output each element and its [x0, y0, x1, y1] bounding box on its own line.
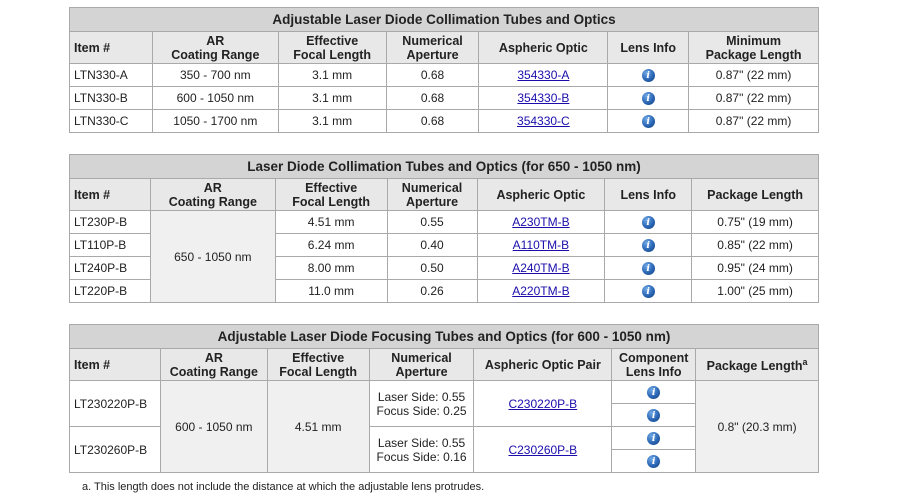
focal-length: 3.1 mm — [278, 87, 386, 110]
numerical-aperture: 0.68 — [386, 110, 479, 133]
header-lens-info: Lens Info — [608, 32, 689, 64]
focal-length: 8.00 mm — [275, 257, 387, 280]
header-ar-coating: AR Coating Range — [152, 32, 278, 64]
item-number: LT230P-B — [70, 211, 151, 234]
ar-coating: 1050 - 1700 nm — [152, 110, 278, 133]
focal-length: 3.1 mm — [278, 110, 386, 133]
focal-length: 4.51 mm — [275, 211, 387, 234]
aspheric-optic-cell — [477, 211, 605, 234]
footnote: a. This length does not include the distance at which the adjustable lens protrudes. — [82, 481, 485, 493]
aspheric-optic-pair-cell — [474, 381, 612, 427]
info-icon[interactable]: i — [642, 239, 655, 252]
numerical-aperture — [369, 381, 474, 427]
header-ar-coating: AR Coating Range — [150, 179, 275, 211]
item-number: LTN330-C — [70, 110, 153, 133]
package-length: 0.85" (22 mm) — [692, 234, 819, 257]
lens-info-cell — [612, 427, 696, 450]
aspheric-optic-pair-link[interactable]: C230220P-B — [508, 396, 578, 411]
footnote-marker: a — [802, 357, 808, 368]
table-focusing-600-1050 — [69, 324, 819, 473]
info-icon[interactable]: i — [647, 409, 660, 422]
lens-info-cell — [605, 234, 692, 257]
na-laser-side: Laser Side: 0.55 — [377, 435, 466, 450]
item-number: LT220P-B — [70, 280, 151, 303]
package-length: 0.95" (24 mm) — [692, 257, 819, 280]
lens-info-cell — [605, 211, 692, 234]
package-length: 0.75" (19 mm) — [692, 211, 819, 234]
header-lens-info: Lens Info — [605, 179, 692, 211]
aspheric-optic-link[interactable]: A220TM-B — [512, 284, 570, 298]
package-length: 1.00" (25 mm) — [692, 280, 819, 303]
header-numerical-aperture: Numerical Aperture — [387, 179, 477, 211]
lens-info-cell — [605, 280, 692, 303]
na-focus-side: Focus Side: 0.16 — [376, 449, 467, 464]
header-item: Item # — [70, 349, 161, 381]
ar-coating: 350 - 700 nm — [152, 64, 278, 87]
aspheric-optic-cell — [477, 234, 605, 257]
item-number: LT110P-B — [70, 234, 151, 257]
table-title: Adjustable Laser Diode Focusing Tubes and Optics (for 600 - 1050 nm) — [70, 325, 819, 349]
lens-info-cell — [612, 404, 696, 427]
lens-info-cell — [612, 381, 696, 404]
item-number: LT230260P-B — [70, 427, 161, 473]
table-row — [70, 87, 819, 110]
numerical-aperture: 0.68 — [386, 64, 479, 87]
table-row — [70, 381, 819, 404]
info-icon[interactable]: i — [647, 455, 660, 468]
aspheric-optic-link[interactable]: A110TM-B — [512, 238, 570, 252]
header-numerical-aperture: Numerical Aperture — [369, 349, 474, 381]
header-ar-coating: AR Coating Range — [160, 349, 267, 381]
info-icon[interactable]: i — [647, 432, 660, 445]
package-length: 0.87" (22 mm) — [689, 64, 819, 87]
info-icon[interactable]: i — [642, 262, 655, 275]
numerical-aperture: 0.50 — [387, 257, 477, 280]
item-number: LTN330-A — [70, 64, 153, 87]
aspheric-optic-link[interactable]: A240TM-B — [512, 261, 570, 275]
header-component-lens-info: Component Lens Info — [612, 349, 696, 381]
info-icon[interactable]: i — [642, 92, 655, 105]
focal-length: 6.24 mm — [275, 234, 387, 257]
aspheric-optic-cell — [479, 87, 608, 110]
lens-info-cell — [608, 87, 689, 110]
table-adjustable-collimation — [69, 7, 819, 133]
numerical-aperture — [369, 427, 474, 473]
ar-coating: 600 - 1050 nm — [152, 87, 278, 110]
numerical-aperture: 0.40 — [387, 234, 477, 257]
table-row — [70, 64, 819, 87]
lens-info-cell — [605, 257, 692, 280]
item-number: LT240P-B — [70, 257, 151, 280]
header-numerical-aperture: Numerical Aperture — [386, 32, 479, 64]
package-length: 0.87" (22 mm) — [689, 110, 819, 133]
header-focal-length: Effective Focal Length — [278, 32, 386, 64]
header-aspheric-optic: Aspheric Optic — [477, 179, 605, 211]
aspheric-optic-pair-link[interactable]: C230260P-B — [508, 442, 578, 457]
table-collimation-650-1050 — [69, 154, 819, 303]
table-title: Adjustable Laser Diode Collimation Tubes and Optics — [70, 8, 819, 32]
package-length: 0.87" (22 mm) — [689, 87, 819, 110]
focal-length: 11.0 mm — [275, 280, 387, 303]
header-focal-length: Effective Focal Length — [275, 179, 387, 211]
ar-coating-shared: 600 - 1050 nm — [160, 381, 267, 473]
header-aspheric-optic-pair: Aspheric Optic Pair — [474, 349, 612, 381]
header-item: Item # — [70, 32, 153, 64]
header-package-length: Package Length$^a$ — [696, 349, 819, 381]
table-row — [70, 110, 819, 133]
focal-length: 3.1 mm — [278, 64, 386, 87]
aspheric-optic-link[interactable]: 354330-B — [517, 91, 570, 105]
numerical-aperture: 0.68 — [386, 87, 479, 110]
info-icon[interactable]: i — [642, 115, 655, 128]
aspheric-optic-cell — [477, 280, 605, 303]
package-length-shared: 0.8" (20.3 mm) — [696, 381, 819, 473]
focal-length-shared: 4.51 mm — [267, 381, 369, 473]
lens-info-cell — [612, 450, 696, 473]
info-icon[interactable]: i — [642, 285, 655, 298]
header-item: Item # — [70, 179, 151, 211]
aspheric-optic-cell — [479, 64, 608, 87]
aspheric-optic-pair-cell — [474, 427, 612, 473]
table-row — [70, 211, 819, 234]
numerical-aperture: 0.26 — [387, 280, 477, 303]
na-focus-side: Focus Side: 0.25 — [376, 403, 467, 418]
header-focal-length: Effective Focal Length — [267, 349, 369, 381]
aspheric-optic-link[interactable]: A230TM-B — [512, 215, 570, 229]
info-icon[interactable]: i — [642, 69, 655, 82]
header-package-length: Package Length — [692, 179, 819, 211]
info-icon[interactable]: i — [642, 216, 655, 229]
aspheric-optic-link[interactable]: 354330-A — [517, 68, 570, 82]
header-aspheric-optic: Aspheric Optic — [479, 32, 608, 64]
item-number: LT230220P-B — [70, 381, 161, 427]
header-package-length: Minimum Package Length — [689, 32, 819, 64]
aspheric-optic-cell — [477, 257, 605, 280]
item-number: LTN330-B — [70, 87, 153, 110]
numerical-aperture: 0.55 — [387, 211, 477, 234]
aspheric-optic-link[interactable]: 354330-C — [517, 114, 570, 128]
info-icon[interactable]: i — [647, 386, 660, 399]
lens-info-cell — [608, 64, 689, 87]
na-laser-side: Laser Side: 0.55 — [377, 389, 466, 404]
table-title: Laser Diode Collimation Tubes and Optics (for 650 - 1050 nm) — [70, 155, 819, 179]
aspheric-optic-cell — [479, 110, 608, 133]
ar-coating-shared: 650 - 1050 nm — [150, 211, 275, 303]
lens-info-cell — [608, 110, 689, 133]
